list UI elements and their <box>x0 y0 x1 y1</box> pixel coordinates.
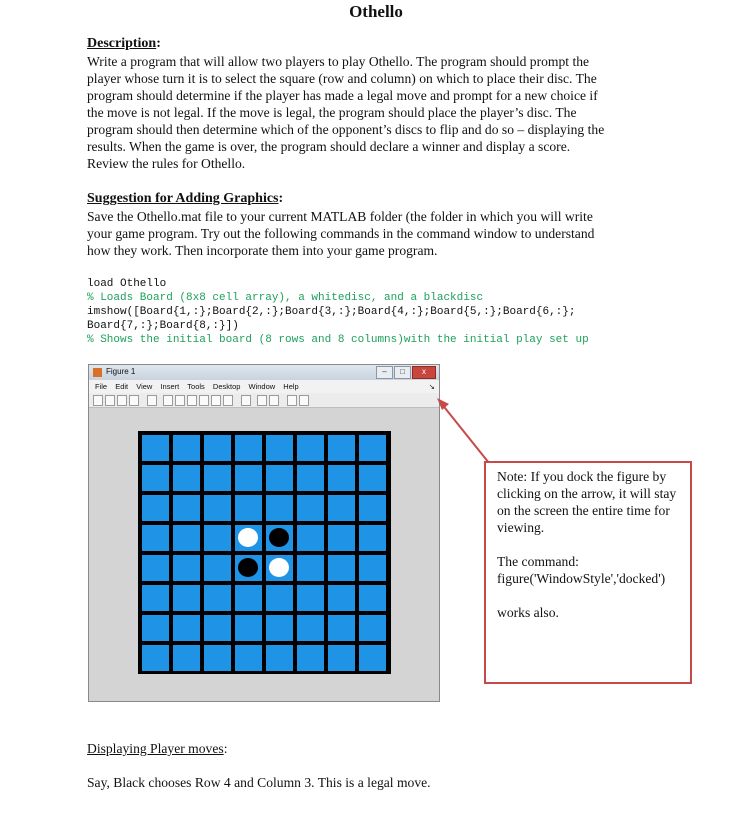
menu-file[interactable]: File <box>95 382 108 391</box>
note-box <box>484 461 692 684</box>
note-dock-text: Note: If you dock the figure by clicking on the arrow, it will stay on the screen the entire time for viewing. <box>497 469 677 535</box>
graphics-line: Save the Othello.mat file to your current MATLAB folder (the folder in which you will write <box>87 209 593 224</box>
code-line: imshow([Board{1,:};Board{2,:};Board{3,:};Board{4,:};Board{5,:};Board{6,:}; <box>87 306 576 318</box>
description-line: program should determine if the player has made a legal move and prompt for a new choice if <box>87 88 598 103</box>
page-title: Othello <box>349 2 403 21</box>
graphics-line: how they work. Then incorporate them into your game program. <box>87 243 438 258</box>
menu-insert[interactable]: Insert <box>160 382 180 391</box>
graphics-heading-colon: : <box>278 191 284 206</box>
close-button[interactable]: x <box>412 366 436 379</box>
note-command-code: figure('WindowStyle','docked') <box>497 571 666 586</box>
menu-edit[interactable]: Edit <box>115 382 129 391</box>
description-line: results. When the game is over, the program should declare a winner and display a score. <box>87 139 571 154</box>
callout-arrow-line <box>441 403 489 463</box>
description-line: program should then determine which of the opponent’s discs to flip and do so – displaying the <box>87 122 605 137</box>
code-comment: % Loads Board (8x8 cell array), a whitedisc, and a blackdisc <box>87 292 484 304</box>
moves-heading-text: Displaying Player moves <box>87 741 224 756</box>
code-comment: % Shows the initial board (8 rows and 8 columns)with the initial play set up <box>87 334 589 346</box>
menu-window[interactable]: Window <box>248 382 276 391</box>
note-command <box>497 553 690 587</box>
menu-desktop[interactable]: Desktop <box>212 382 241 391</box>
minimize-button[interactable]: – <box>376 366 393 379</box>
moves-text: Say, Black chooses Row 4 and Column 3. This is a legal move. <box>87 775 431 790</box>
moves-heading-colon: : <box>223 741 228 756</box>
description-line: the move is not legal. If the move is legal, the program should place the player’s disc. The <box>87 105 577 120</box>
description-heading-colon: : <box>156 36 161 51</box>
code-line: Board{7,:};Board{8,:}]) <box>87 320 239 332</box>
callout-arrow-head <box>437 398 449 410</box>
menu-tools[interactable]: Tools <box>187 382 205 391</box>
menu-view[interactable]: View <box>136 382 153 391</box>
figure-window-title: Figure 1 <box>106 367 136 376</box>
description-line: player whose turn it is to select the square (row and column) on which to place their disc. The <box>87 71 597 86</box>
maximize-button[interactable]: □ <box>394 366 411 379</box>
dock-arrow-icon[interactable]: ↘ <box>428 382 435 391</box>
description-line: Write a program that will allow two players to play Othello. The program should prompt the <box>87 54 590 69</box>
menu-help[interactable]: Help <box>283 382 299 391</box>
code-line: load Othello <box>87 278 167 290</box>
graphics-line: your game program. Try out the following commands in the command window to understand <box>87 226 595 241</box>
note-command-label: The command: <box>497 554 579 569</box>
description-heading-text: Description <box>87 36 157 51</box>
description-line: Review the rules for Othello. <box>87 156 246 171</box>
graphics-heading-text: Suggestion for Adding Graphics <box>87 191 279 206</box>
moves-heading <box>87 741 227 757</box>
note-works-also: works also. <box>497 605 559 620</box>
